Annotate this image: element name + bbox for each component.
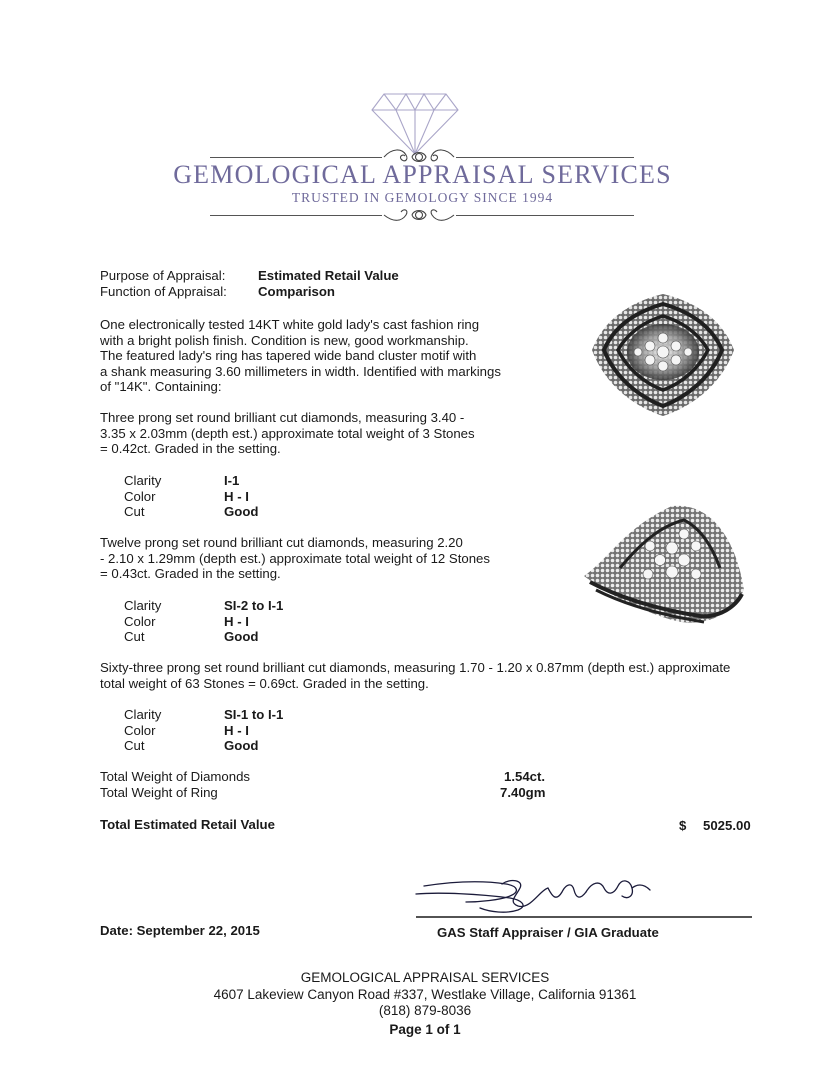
grade-label: Color [124, 722, 156, 738]
purpose-label: Purpose of Appraisal: [100, 268, 226, 283]
purpose-value: Estimated Retail Value [258, 268, 399, 283]
stone-group-2-description [100, 535, 490, 582]
grade-label: Clarity [124, 473, 162, 488]
stone-group-3-description [100, 660, 730, 691]
stone-group-line: Three prong set round brilliant cut diamonds, measuring 3.40 - [100, 410, 465, 425]
grade-value: Good [224, 629, 259, 645]
total-retail-value: 5025.00 [703, 818, 751, 833]
stone-group-1-grades [124, 473, 161, 520]
footer [0, 970, 829, 1038]
total-diamonds-label: Total Weight of Diamonds [100, 769, 251, 784]
grade-value: SI-1 to I-1 [224, 707, 284, 722]
stone-group-1-grade-values [224, 473, 258, 520]
company-name: GEMOLOGICAL APPRAISAL SERVICES [173, 160, 672, 189]
header-rule-top-left [210, 157, 382, 158]
total-retail-label: Total Estimated Retail Value [100, 817, 275, 832]
stone-group-2-grades [124, 598, 161, 645]
function-label: Function of Appraisal: [100, 284, 227, 299]
grade-value: SI-2 to I-1 [224, 598, 284, 613]
grade-label: Clarity [124, 598, 162, 613]
header-rule-bottom-left [210, 215, 382, 216]
stone-group-line: Sixty-three prong set round brilliant cut diamonds, measuring 1.70 - 1.20 x 0.87mm (depth est.) approximate [100, 660, 731, 675]
function-value: Comparison [258, 284, 335, 299]
stone-group-line: = 0.42ct. Graded in the setting. [100, 441, 281, 457]
description-line: of "14K". Containing: [100, 379, 222, 395]
grade-value: H - I [224, 613, 249, 629]
stone-group-line: = 0.43ct. Graded in the setting. [100, 566, 281, 582]
footer-phone: (818) 879-8036 [378, 1003, 472, 1018]
currency-symbol: $ [679, 818, 687, 833]
description-line: a shank measuring 3.60 millimeters in width. Identified with markings [100, 363, 501, 379]
grade-label: Cut [124, 504, 145, 520]
grade-label: Cut [124, 629, 145, 645]
footer-company: GEMOLOGICAL APPRAISAL SERVICES [300, 970, 550, 985]
description-line: with a bright polish finish. Condition is new, good workmanship. [100, 332, 469, 348]
grade-label: Clarity [124, 707, 162, 722]
stone-group-1-description [100, 410, 475, 457]
total-ring-label: Total Weight of Ring [100, 785, 218, 800]
description-line: One electronically tested 14KT white gold lady's cast fashion ring [100, 317, 480, 332]
appraisal-date: Date: September 22, 2015 [100, 923, 260, 938]
page-number: Page 1 of 1 [389, 1021, 461, 1037]
appraiser-signature [410, 868, 755, 924]
grade-label: Color [124, 488, 156, 504]
grade-value: H - I [224, 488, 249, 504]
grade-label: Cut [124, 738, 145, 754]
flourish-bottom-icon [382, 205, 456, 225]
stone-group-line: - 2.10 x 1.29mm (depth est.) approximate total weight of 12 Stones [100, 550, 490, 566]
header-rule-top-right [456, 157, 634, 158]
signature-caption: GAS Staff Appraiser / GIA Graduate [437, 925, 659, 940]
grade-label: Color [124, 613, 156, 629]
header-rule-bottom-right [456, 215, 634, 216]
total-diamonds-value: 1.54ct. [504, 769, 546, 784]
total-ring-value: 7.40gm [500, 785, 546, 800]
footer-address: 4607 Lakeview Canyon Road #337, Westlake Village, California 91361 [213, 986, 637, 1002]
grade-value: I-1 [224, 473, 240, 488]
stone-group-2-grade-values [224, 598, 283, 645]
ring-photo-side [580, 498, 748, 633]
stone-group-line: Twelve prong set round brilliant cut diamonds, measuring 2.20 [100, 535, 463, 550]
item-description [100, 317, 501, 395]
stone-group-line: total weight of 63 Stones = 0.69ct. Graded in the setting. [100, 675, 429, 691]
ring-photo-top [588, 290, 738, 420]
stone-group-3-grades [124, 707, 161, 754]
description-line: The featured lady's ring has tapered wide band cluster motif with [100, 348, 477, 364]
header [0, 0, 829, 230]
stone-group-3-grade-values [224, 707, 283, 754]
grade-value: Good [224, 504, 259, 520]
company-tagline: TRUSTED IN GEMOLOGY SINCE 1994 [291, 190, 554, 205]
stone-group-line: 3.35 x 2.03mm (depth est.) approximate total weight of 3 Stones [100, 425, 475, 441]
grade-value: H - I [224, 722, 249, 738]
grade-value: Good [224, 738, 259, 754]
